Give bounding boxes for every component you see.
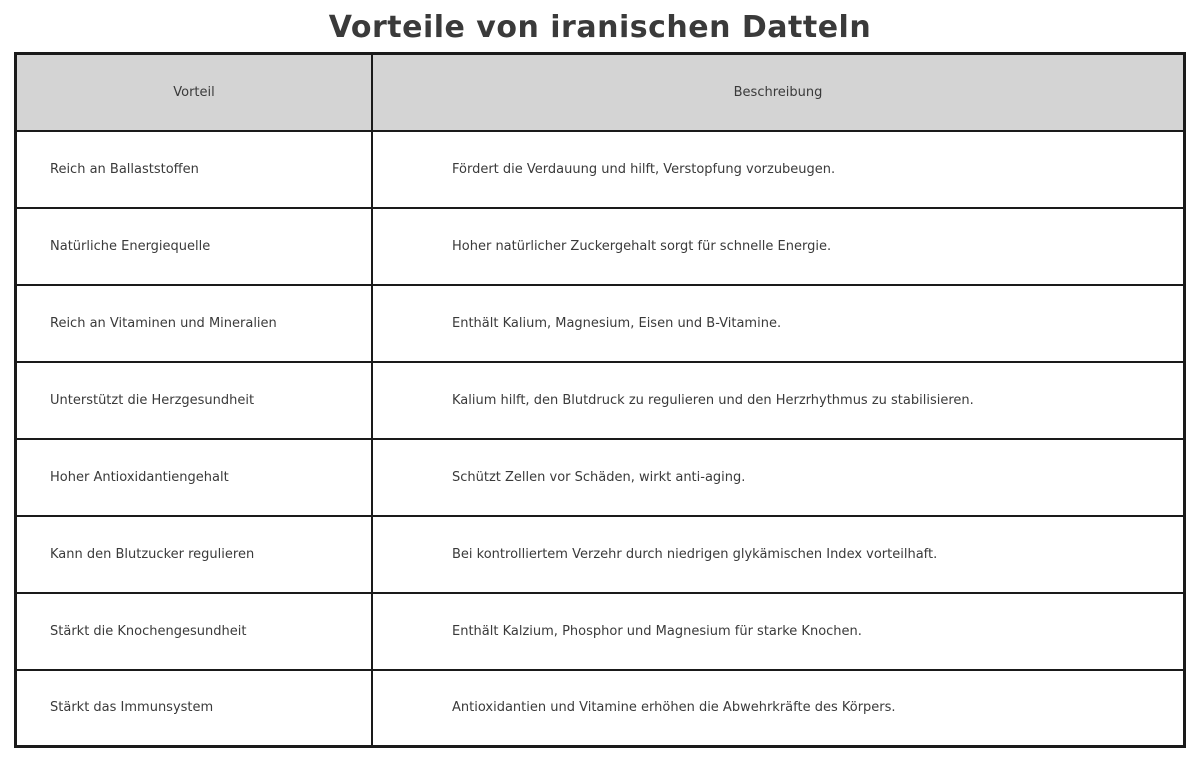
table-body: [16, 131, 1185, 747]
vorteil-cell: Kann den Blutzucker regulieren: [16, 516, 373, 593]
vorteil-cell: Reich an Ballaststoffen: [16, 131, 373, 208]
beschreibung-cell: Bei kontrolliertem Verzehr durch niedrigen glykämischen Index vorteilhaft.: [372, 516, 1185, 593]
beschreibung-cell: Schützt Zellen vor Schäden, wirkt anti-aging.: [372, 439, 1185, 516]
table-row: [16, 593, 1185, 670]
beschreibung-cell: Kalium hilft, den Blutdruck zu regulieren und den Herzrhythmus zu stabilisieren.: [372, 362, 1185, 439]
table-row: [16, 208, 1185, 285]
vorteil-cell: Reich an Vitaminen und Mineralien: [16, 285, 373, 362]
beschreibung-cell: Enthält Kalzium, Phosphor und Magnesium für starke Knochen.: [372, 593, 1185, 670]
vorteil-cell: Unterstützt die Herzgesundheit: [16, 362, 373, 439]
vorteil-cell: Stärkt das Immunsystem: [16, 670, 373, 747]
page-title: Vorteile von iranischen Datteln: [328, 10, 872, 45]
benefits-table: [14, 52, 1186, 748]
header-row: [16, 54, 1185, 131]
beschreibung-cell: Enthält Kalium, Magnesium, Eisen und B-Vitamine.: [372, 285, 1185, 362]
table-header: [16, 54, 1185, 131]
table-row: [16, 285, 1185, 362]
table-row: [16, 516, 1185, 593]
vorteil-cell: Stärkt die Knochengesundheit: [16, 593, 373, 670]
vorteil-cell: Natürliche Energiequelle: [16, 208, 373, 285]
table-row: [16, 131, 1185, 208]
table-row: [16, 670, 1185, 747]
beschreibung-cell: Hoher natürlicher Zuckergehalt sorgt für schnelle Energie.: [372, 208, 1185, 285]
column-header-beschreibung: Beschreibung: [372, 54, 1185, 131]
column-header-vorteil: Vorteil: [16, 54, 373, 131]
table-row: [16, 362, 1185, 439]
table-row: [16, 439, 1185, 516]
beschreibung-cell: Fördert die Verdauung und hilft, Verstopfung vorzubeugen.: [372, 131, 1185, 208]
vorteil-cell: Hoher Antioxidantiengehalt: [16, 439, 373, 516]
beschreibung-cell: Antioxidantien und Vitamine erhöhen die Abwehrkräfte des Körpers.: [372, 670, 1185, 747]
